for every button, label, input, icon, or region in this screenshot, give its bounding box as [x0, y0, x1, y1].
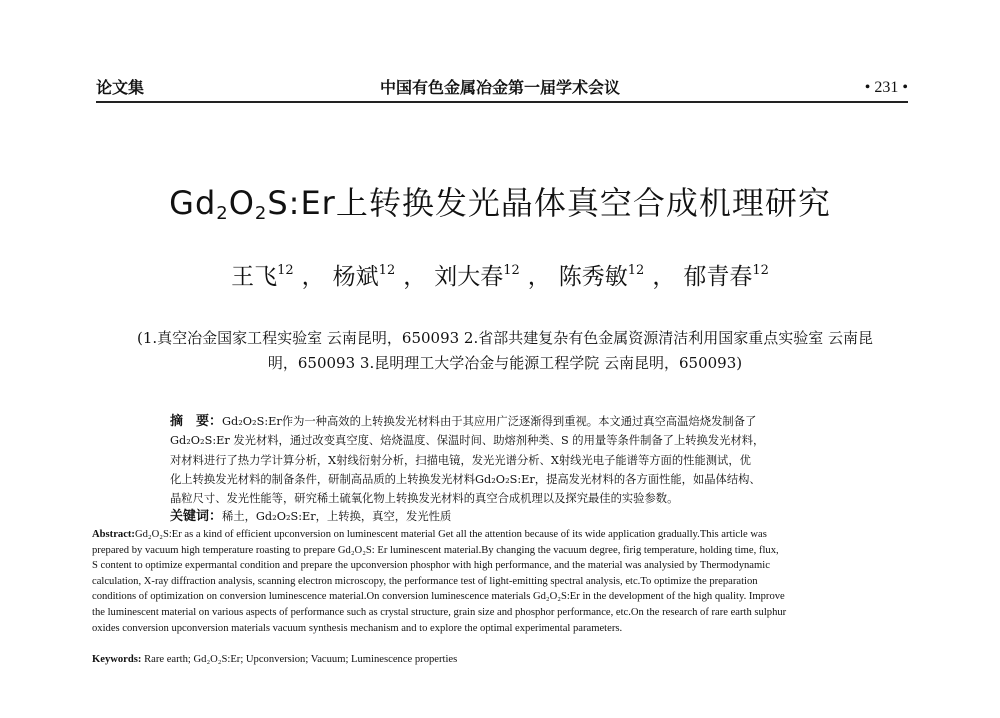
author-name: 陈秀敏: [558, 264, 628, 290]
author-name: 王飞: [231, 264, 278, 290]
author-separator: ，: [301, 264, 325, 290]
keywords-english: [92, 652, 914, 668]
abstract-en-label: Abstract:: [92, 529, 135, 540]
author-name: 杨斌: [332, 264, 379, 290]
abstract-en-line: oxides conversion upconversion materials vacuum synthesis mechanism and to explore the optimal experimental parameters.: [92, 622, 623, 634]
author-affiliation-mark: 12: [627, 263, 645, 278]
title-formula-sub2: 2: [254, 203, 268, 224]
abstract-en-line: the luminescent material on various aspects of performance such as crystal structure, grain size and phosphor performance, etc.On the research of rare earth sulphur: [92, 606, 787, 618]
abstract-en-line: [92, 527, 914, 543]
author-separator: ，: [527, 264, 551, 290]
keywords-cn-text: 稀土，Gd₂O₂S:Er，上转换，真空，发光性质: [222, 510, 452, 523]
author-affiliation-mark: 12: [277, 263, 294, 278]
abstract-cn-line: 化上转换发光材料的制备条件，研制高品质的上转换发光材料Gd₂O₂S:Er，提高发光材料的各方面性能，如晶体结构、: [170, 472, 761, 486]
author-affiliation-mark: 12: [752, 263, 769, 278]
abstract-en-text: Gd₂O₂S:Er as a kind of efficient upconversion on luminescent material Get all the attention because of its wide application gradually.This article was: [134, 529, 767, 540]
author-name: 郁青春: [683, 264, 753, 290]
title-text: 上转换发光晶体真空合成机理研究: [335, 184, 831, 222]
abstract-cn-line: 对材料进行了热力学计算分析，X射线衍射分析，扫描电镜，发光光谱分析、X射线光电子能谱等方面的性能测试，优: [170, 453, 751, 467]
author-affiliation-mark: 12: [378, 263, 396, 278]
abstract-en-line: calculation, X-ray diffraction analysis, scanning electron microscopy, the performance test of light-emitting spectral analysis, etc.To optimize the preparation: [92, 575, 758, 587]
abstract-english: [92, 527, 914, 636]
header-rule: [96, 101, 908, 103]
abstract-en-line: S content to optimize expermantal condition and prepare the upconversion phosphor with high performance, and the material was analysied by Thermodynamic: [92, 560, 770, 572]
title-formula-suffix: S:Er: [267, 184, 336, 222]
title-formula-prefix: Gd: [169, 184, 217, 222]
abstract-cn-label: 摘 要：: [170, 414, 223, 429]
keywords-en-text: Rare earth; Gd₂O₂S:Er; Upconversion; Vacuum; Luminescence properties: [141, 654, 458, 665]
abstract-en-line: prepared by vacuum high temperature roasting to prepare Gd₂O₂S: Er luminescent material.By changing the vacuum degree, firig temperature, holding time, flux,: [92, 544, 779, 556]
title-formula-mid: O: [228, 184, 255, 222]
author-name: 刘大春: [434, 264, 504, 290]
affiliation-line: 明，650093 3.昆明理工大学冶金与能源工程学院 云南昆明，650093): [267, 354, 743, 372]
affiliation-line: (1.真空冶金国家工程实验室 云南昆明，650093 2.省部共建复杂有色金属资源清洁利用国家重点实验室 云南昆: [136, 329, 874, 347]
author-separator: ，: [403, 264, 427, 290]
abstract-chinese: [170, 412, 870, 508]
keywords-chinese: [170, 508, 870, 526]
author-affiliation-mark: 12: [503, 263, 520, 278]
abstract-cn-line: [170, 412, 870, 431]
page-number: • 231 •: [864, 79, 908, 96]
abstract-en-line: conditions of optimization on conversion luminescence material.On conversion luminescence materials Gd₂O₂S:Er in the development of the high quality. Improve: [92, 591, 785, 603]
running-header-center: 中国有色金属冶金第一届学术会议: [379, 78, 620, 97]
title-formula-sub1: 2: [216, 203, 229, 224]
abstract-cn-line: 晶粒尺寸、发光性能等，研究稀土硫氧化物上转换发光材料的真空合成机理以及探究最佳的实验参数。: [170, 492, 679, 506]
author-list: [0, 262, 1000, 292]
author-separator: ，: [652, 264, 676, 290]
affiliations: [96, 326, 914, 376]
abstract-cn-line: Gd₂O₂S:Er 发光材料，通过改变真空度、焙烧温度、保温时间、助熔剂种类、S 的用量等条件制备了上转换发光材料，: [170, 434, 765, 448]
keywords-en-label: Keywords:: [92, 654, 142, 665]
keywords-cn-label: 关键词：: [170, 509, 223, 524]
paper-title: [0, 183, 1000, 223]
running-header-left: 论文集: [96, 78, 145, 97]
abstract-cn-text: Gd₂O₂S:Er作为一种高效的上转换发光材料由于其应用广泛逐渐得到重视。本文通过真空高温焙烧发制备了: [222, 415, 757, 428]
